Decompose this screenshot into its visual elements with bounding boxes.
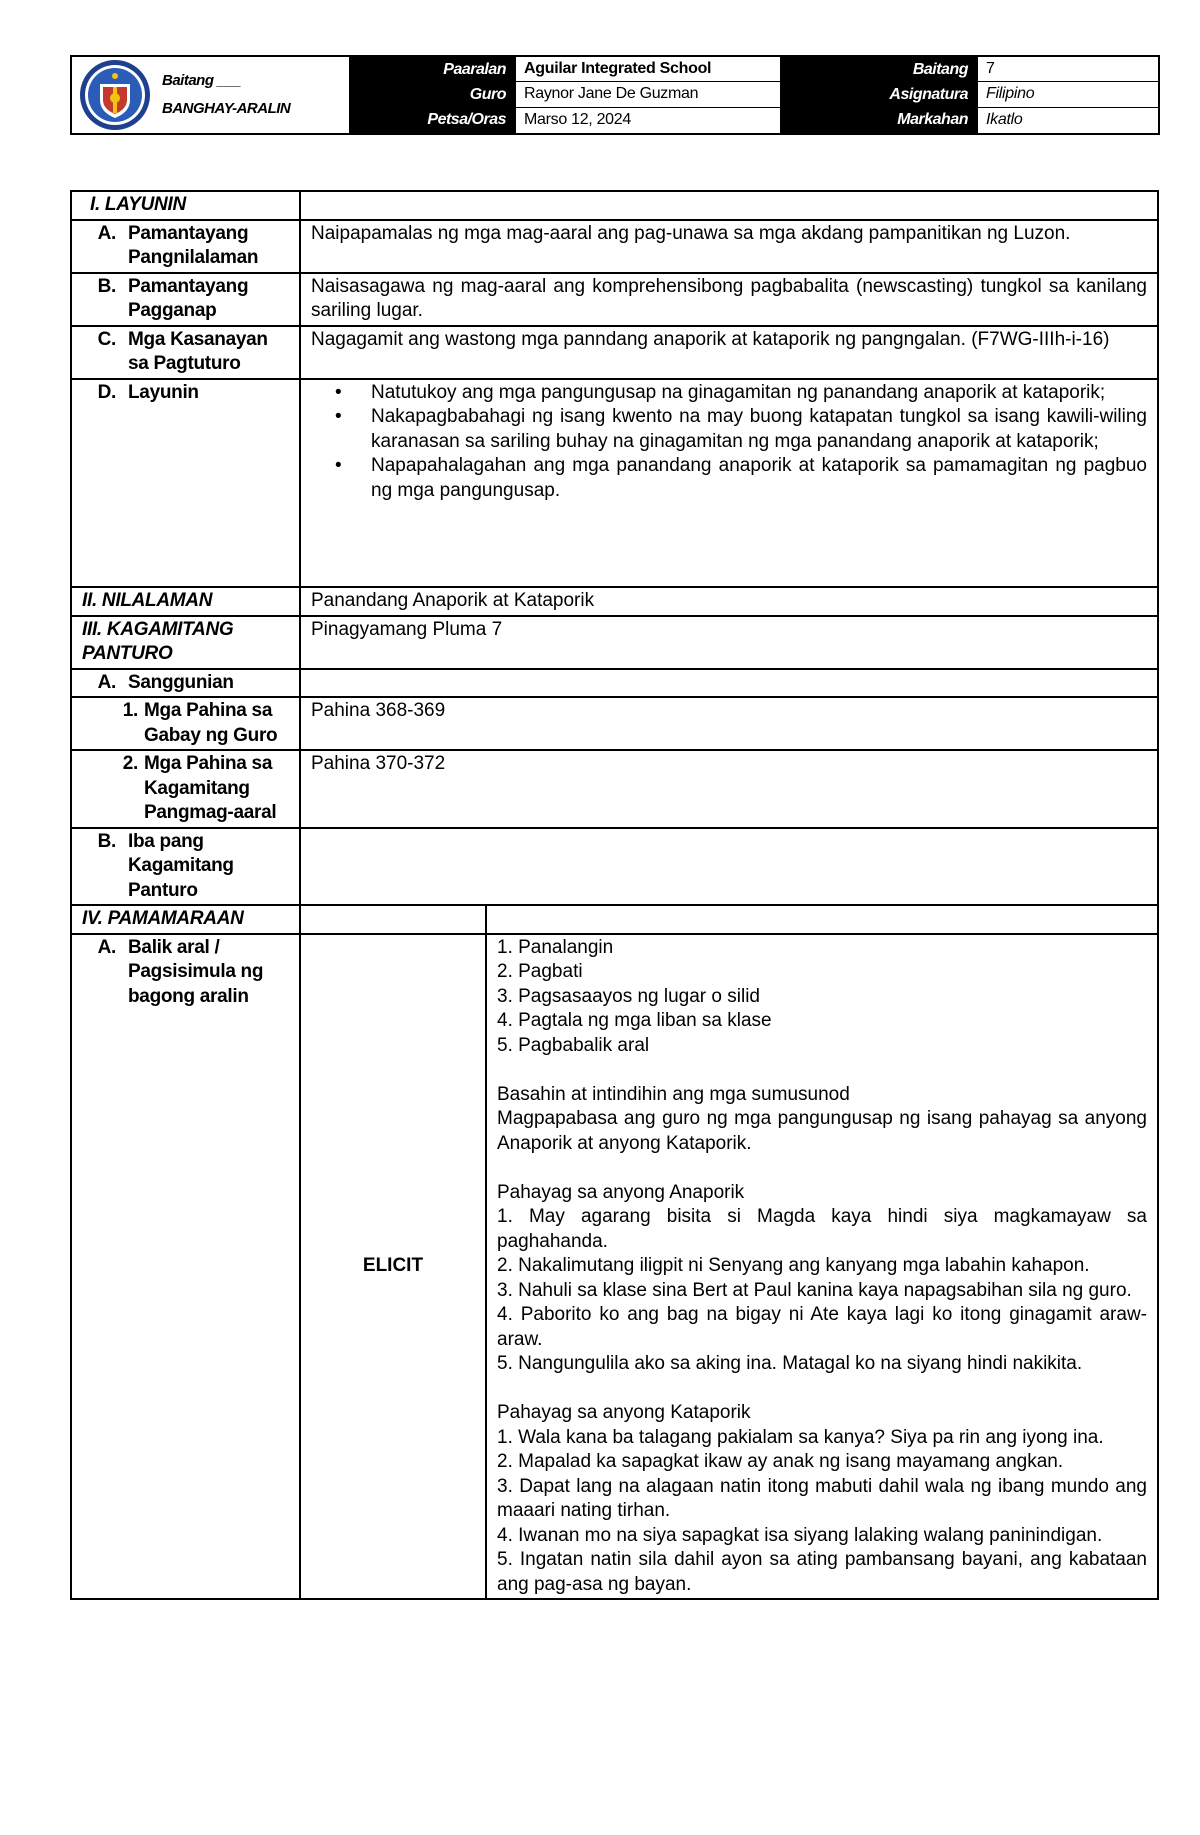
label-balik-aral xyxy=(71,934,300,1600)
section-layunin xyxy=(71,191,300,220)
label-text: Balik aral / Pagsisimula ng bagong aralin xyxy=(128,936,264,1007)
routine-item: 5. Pagbabalik aral xyxy=(497,1034,650,1056)
row-gabay-guro xyxy=(71,697,1158,750)
label-key: A. xyxy=(97,936,116,958)
procedure-cell xyxy=(486,934,1158,1600)
row-layunin-c xyxy=(71,326,1158,379)
row-kagamitang-mag-aaral xyxy=(71,750,1158,828)
label-text: Layunin xyxy=(128,381,199,403)
routine-item: 4. Pagtala ng mga liban sa klase xyxy=(497,1010,772,1031)
plan-title: BANGHAY-ARALIN xyxy=(162,100,291,117)
label-sanggunian xyxy=(71,669,300,698)
empty-cell xyxy=(300,669,1158,698)
phase-cell xyxy=(300,934,486,1600)
anaporik-item: 3. Nahuli sa klase sina Bert at Paul kanina kaya napagsabihan sila ng guro. xyxy=(497,1279,1132,1301)
grade-blank: Baitang ___ xyxy=(162,72,241,89)
section-pamamaraan: IV. PAMAMARAAN xyxy=(71,905,300,934)
row-kagamitan xyxy=(71,616,1158,669)
label-text: Pamantayang Pagganap xyxy=(128,275,249,321)
objectives-cell xyxy=(300,379,1158,587)
text-kagamitan: Pinagyamang Pluma 7 xyxy=(300,616,1158,669)
empty-cell xyxy=(486,905,1158,934)
objective-item: • Nakapagbabahagi ng isang kwento na may buong katapatan tungkol sa isang kawili-wiling karanasan sa sariling buhay na ginagamitan ng mga panandang anaporik at kataporik; xyxy=(371,405,1147,454)
label-gabay-guro xyxy=(71,697,300,750)
row-sanggunian xyxy=(71,669,1158,698)
empty-cell xyxy=(300,905,486,934)
date-label: Petsa/Oras xyxy=(351,108,516,133)
header-info-grid xyxy=(351,57,1158,133)
kataporik-title: Pahayag sa anyong Kataporik xyxy=(497,1402,751,1423)
phase-elicit: ELICIT xyxy=(362,1255,424,1276)
kataporik-item: 3. Dapat lang na alagaan natin itong mabuti dahil wala ng ibang mundo ang maaari nating tirhan. xyxy=(497,1475,1147,1521)
label-kagamitang-mag-aaral xyxy=(71,750,300,828)
section-nilalaman: II. NILALAMAN xyxy=(71,587,300,616)
section-kagamitan: III. KAGAMITANG PANTURO xyxy=(71,616,300,669)
label-layunin-a xyxy=(71,220,300,273)
teacher-value: Raynor Jane De Guzman xyxy=(516,82,780,107)
label-key: 2. xyxy=(122,753,138,774)
label-key: A. xyxy=(97,222,116,244)
routine-item: 3. Pagsasaayos ng lugar o silid xyxy=(497,985,760,1007)
label-layunin-b xyxy=(71,273,300,326)
text-gabay-guro: Pahina 368-369 xyxy=(300,697,1158,750)
label-key: C. xyxy=(97,328,116,350)
label-text: Mga Pahina sa Kagamitang Pangmag-aaral xyxy=(144,753,277,823)
row-pamamaraan-title xyxy=(71,905,1158,934)
empty-cell xyxy=(300,828,1158,906)
kataporik-item: 2. Mapalad ka sapagkat ikaw ay anak ng isang mayamang angkan. xyxy=(497,1451,1064,1472)
deped-seal-icon xyxy=(78,58,152,132)
label-text: Mga Pahina sa Gabay ng Guro xyxy=(144,700,278,746)
label-key: D. xyxy=(97,381,116,403)
header-title-block xyxy=(72,57,351,133)
row-iba-pang-kagamitan xyxy=(71,828,1158,906)
grade-label: Baitang xyxy=(780,57,978,82)
anaporik-item: 4. Paborito ko ang bag na bigay ni Ate kaya lagi ko itong ginagamit araw-araw. xyxy=(497,1304,1147,1350)
date-value: Marso 12, 2024 xyxy=(516,108,780,133)
objective-item: • Natutukoy ang mga pangungusap na ginagamitan ng panandang anaporik at kataporik; xyxy=(371,381,1147,406)
grade-value: 7 xyxy=(978,57,1158,82)
kataporik-item: 4. Iwanan mo na siya sapagkat isa siyang lalaking walang paninindigan. xyxy=(497,1524,1103,1546)
kataporik-item: 5. Ingatan natin sila dahil ayon sa ating pambansang bayani, ang kabataan ang pag-asa ng bayan. xyxy=(497,1549,1147,1595)
kataporik-item: 1. Wala kana ba talagang pakialam sa kanya? Siya pa rin ang iyong ina. xyxy=(497,1426,1104,1448)
row-layunin-title xyxy=(71,191,1158,220)
spacer xyxy=(497,1377,1147,1402)
label-key: A. xyxy=(97,671,116,693)
anaporik-item: 1. May agarang bisita si Magda kaya hindi siya magkamayaw sa paghahanda. xyxy=(497,1206,1147,1252)
label-key: B. xyxy=(97,275,116,297)
text-nilalaman: Panandang Anaporik at Kataporik xyxy=(300,587,1158,616)
school-label: Paaralan xyxy=(351,57,516,82)
row-layunin-d xyxy=(71,379,1158,587)
label-text: Iba pang Kagamitang Panturo xyxy=(128,830,234,901)
lesson-plan-table xyxy=(70,190,1159,1600)
section-layunin-title: I. LAYUNIN xyxy=(90,194,186,215)
label-layunin-d xyxy=(71,379,300,587)
routine-item: 1. Panalangin xyxy=(497,936,614,958)
text-layunin-c: Nagagamit ang wastong mga panndang anaporik at kataporik ng pangngalan. (F7WG-IIIh-i-16) xyxy=(300,326,1158,379)
subject-value: Filipino xyxy=(978,82,1158,107)
read-title: Basahin at intindihin ang mga sumusunod xyxy=(497,1083,850,1105)
spacer xyxy=(497,1058,1147,1083)
row-nilalaman xyxy=(71,587,1158,616)
label-iba-pang-kagamitan xyxy=(71,828,300,906)
text-layunin-a: Naipapamalas ng mga mag-aaral ang pag-unawa sa mga akdang pampanitikan ng Luzon. xyxy=(300,220,1158,273)
quarter-label: Markahan xyxy=(780,108,978,133)
label-text: Sanggunian xyxy=(128,671,234,693)
school-value: Aguilar Integrated School xyxy=(516,57,780,82)
row-layunin-a xyxy=(71,220,1158,273)
quarter-value: Ikatlo xyxy=(978,108,1158,133)
label-key: B. xyxy=(97,830,116,852)
read-description: Magpapabasa ang guro ng mga pangungusap ng isang pahayag sa anyong Anaporik at anyong Kataporik. xyxy=(497,1108,1147,1154)
label-key: 1. xyxy=(122,700,138,721)
routine-item: 2. Pagbati xyxy=(497,961,583,982)
subject-label: Asignatura xyxy=(780,82,978,107)
spacer xyxy=(497,1156,1147,1181)
label-text: Mga Kasanayan sa Pagtuturo xyxy=(128,328,268,374)
text-kagamitang-mag-aaral: Pahina 370-372 xyxy=(300,750,1158,828)
empty-cell xyxy=(300,191,1158,220)
anaporik-title: Pahayag sa anyong Anaporik xyxy=(497,1181,745,1203)
anaporik-item: 5. Nangungulila ako sa aking ina. Matagal ko na siyang hindi nakikita. xyxy=(497,1353,1083,1374)
header-title-text xyxy=(162,67,290,123)
objective-item: • Napapahalagahan ang mga panandang anaporik at kataporik sa pamamagitan ng pagbuo ng mga pangungusap. xyxy=(371,454,1147,503)
row-layunin-b xyxy=(71,273,1158,326)
teacher-label: Guro xyxy=(351,82,516,107)
anaporik-item: 2. Nakalimutang iligpit ni Senyang ang kanyang mga labahin kahapon. xyxy=(497,1255,1090,1276)
text-layunin-b: Naisasagawa ng mag-aaral ang komprehensibong pagbabalita (newscasting) tungkol sa kanilang sariling lugar. xyxy=(300,273,1158,326)
label-layunin-c xyxy=(71,326,300,379)
row-balik-aral xyxy=(71,934,1158,1600)
objectives-list xyxy=(311,381,1147,504)
label-text: Pamantayang Pangnilalaman xyxy=(128,222,259,268)
lesson-plan-header xyxy=(70,55,1160,135)
